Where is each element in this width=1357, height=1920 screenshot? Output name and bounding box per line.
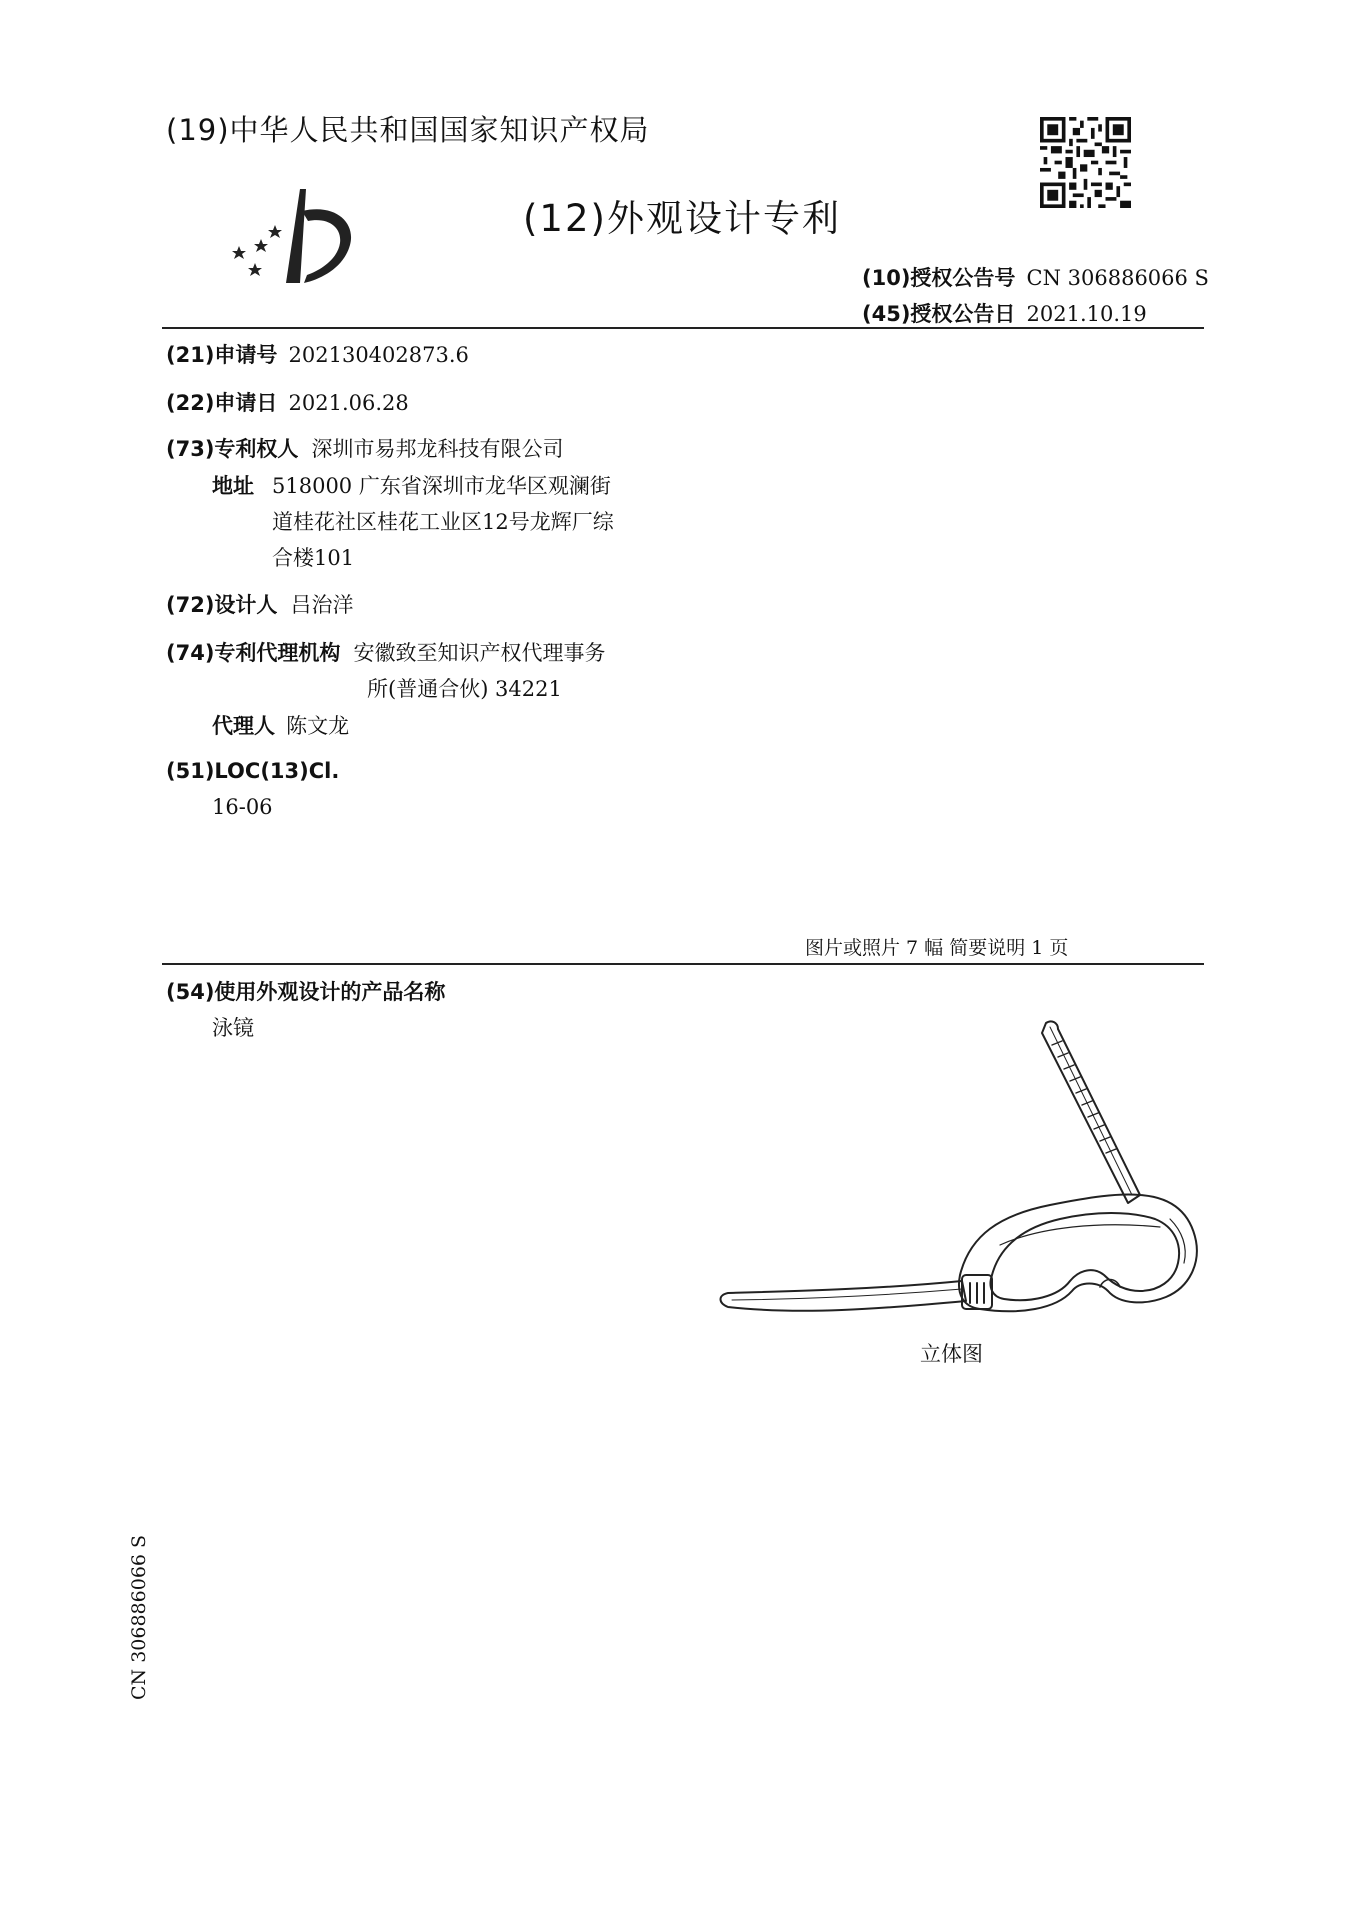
section-divider bbox=[162, 963, 1204, 965]
application-date-label: (22)申请日 bbox=[166, 391, 278, 415]
patentee-row bbox=[166, 433, 564, 463]
address-label: 地址 bbox=[212, 474, 254, 498]
loc-label: (51)LOC(13)Cl. bbox=[166, 759, 340, 783]
agency-line-1: 安徽致至知识产权代理事务 bbox=[353, 641, 606, 665]
agent-row bbox=[212, 710, 349, 740]
agent-label: 代理人 bbox=[212, 714, 275, 738]
application-date-row bbox=[166, 387, 409, 417]
pub-date-label: (45)授权公告日 bbox=[862, 302, 1016, 326]
emblem-mark bbox=[286, 189, 306, 283]
address-line-1: 518000 广东省深圳市龙华区观澜街 bbox=[272, 474, 611, 498]
product-name-label: (54)使用外观设计的产品名称 bbox=[166, 980, 446, 1004]
header-divider bbox=[162, 327, 1204, 329]
designer-label: (72)设计人 bbox=[166, 593, 278, 617]
agency-row bbox=[166, 637, 606, 667]
designer-value: 吕治洋 bbox=[290, 593, 354, 617]
application-number-label: (21)申请号 bbox=[166, 343, 278, 367]
product-name-value: 泳镜 bbox=[212, 1016, 254, 1040]
right-strap bbox=[1042, 1021, 1140, 1203]
pub-no-row bbox=[862, 262, 1209, 292]
application-number-row bbox=[166, 339, 469, 369]
cnipa-emblem bbox=[228, 183, 358, 288]
pub-no-value: CN 306886066 S bbox=[1026, 266, 1209, 290]
application-number-value: 202130402873.6 bbox=[288, 343, 469, 367]
pub-date-row bbox=[862, 298, 1147, 328]
qr-code bbox=[1040, 117, 1131, 208]
swim-goggles-drawing bbox=[700, 1005, 1220, 1325]
address-line-2: 道桂花社区桂花工业区12号龙辉厂综 bbox=[272, 510, 614, 534]
loc-value: 16-06 bbox=[212, 795, 273, 819]
side-publication-number: CN 306886066 S bbox=[128, 1534, 150, 1700]
pub-no-label: (10)授权公告号 bbox=[862, 266, 1016, 290]
figures-note: 图片或照片 7 幅 简要说明 1 页 bbox=[805, 937, 1069, 959]
agency-line-2: 所(普通合伙) 34221 bbox=[367, 677, 562, 701]
agency-label: (74)专利代理机构 bbox=[166, 641, 341, 665]
pub-date-value: 2021.10.19 bbox=[1026, 302, 1147, 326]
address-line-3: 合楼101 bbox=[272, 546, 355, 570]
star-icon bbox=[232, 225, 282, 276]
office-title: (19)中华人民共和国国家知识产权局 bbox=[166, 113, 650, 147]
patentee-label: (73)专利权人 bbox=[166, 437, 299, 461]
left-strap bbox=[721, 1281, 967, 1311]
document-type: (12)外观设计专利 bbox=[523, 197, 841, 240]
designer-row bbox=[166, 589, 354, 619]
application-date-value: 2021.06.28 bbox=[288, 391, 409, 415]
agent-value: 陈文龙 bbox=[286, 714, 350, 738]
patentee-value: 深圳市易邦龙科技有限公司 bbox=[311, 437, 564, 461]
figure-caption: 立体图 bbox=[920, 1342, 983, 1366]
